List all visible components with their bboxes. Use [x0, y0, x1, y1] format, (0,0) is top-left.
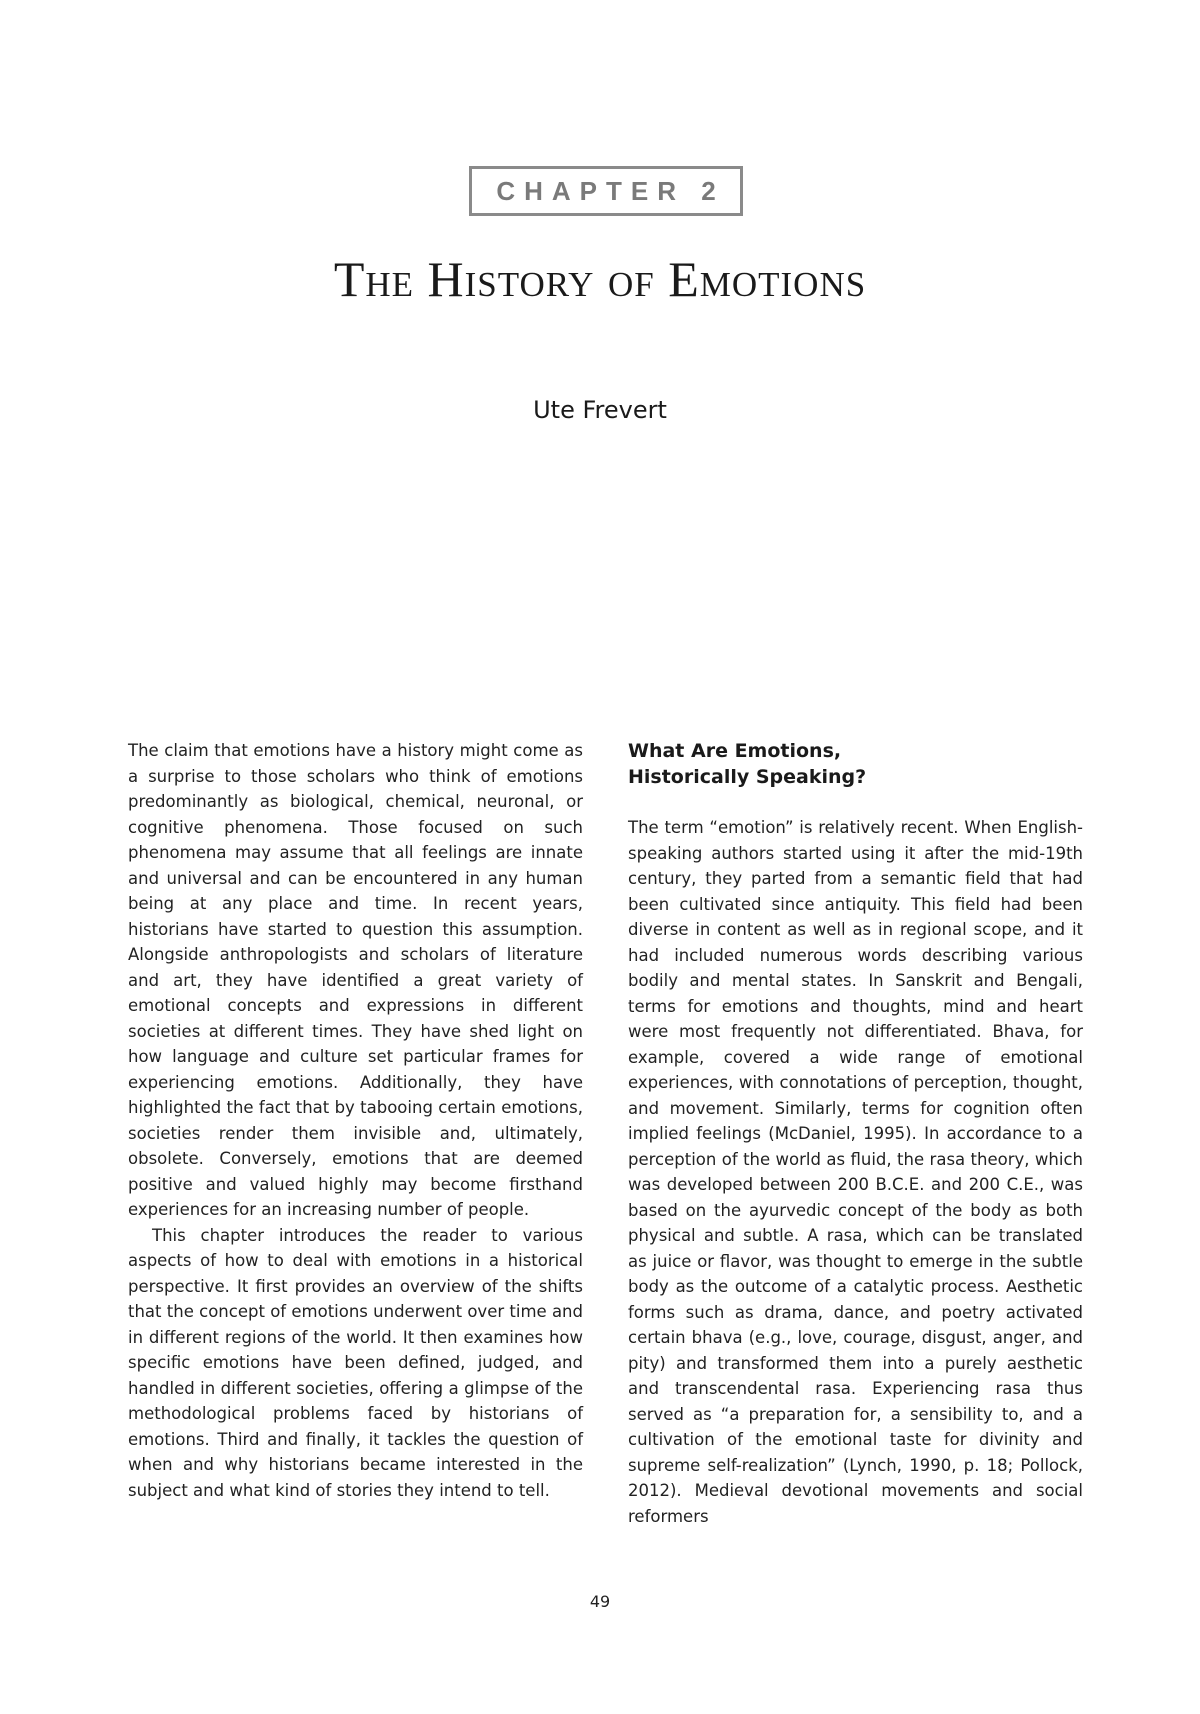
- chapter-label-box: [469, 166, 743, 216]
- page-number: 49: [589, 1592, 611, 1611]
- intro-paragraph-1: The claim that emotions have a history might come as a surprise to those scholars who think of emotions predominantly as biological, chemical, neuronal, or cognitive phenomena. Those focused on such phenomena may assume that all feelings are innate and universal and can be encountered in any human being at any place and time. In recent years, historians have started to question this assumption. Alongside anthropologists and scholars of literature and art, they have identified a great variety of emotional concepts and expressions in different societies at different times. They have shed light on how language and culture set particular frames for experiencing emotions. Additionally, they have highlighted the fact that by tabooing certain emotions, societies render them invisible and, ultimately, obsolete. Conversely, emotions that are deemed positive and valued highly may become firsthand experiences for an increasing number of people.: [128, 741, 583, 1219]
- section-heading-line-2: Historically Speaking?: [628, 766, 867, 788]
- chapter-label: CHAPTER 2: [496, 175, 725, 206]
- intro-paragraph-2: This chapter introduces the reader to various aspects of how to deal with emotions in a historical perspective. It first provides an overview of the shifts that the concept of emotions underwent over time and in different regions of the world. It then examines how specific emotions have been defined, judged, and handled in different societies, offering a glimpse of the methodological problems faced by historians of emotions. Third and finally, it tackles the question of when and why historians became interested in the subject and what kind of stories they intend to tell.: [128, 1225, 583, 1500]
- section-heading: [628, 738, 1083, 790]
- right-column: [628, 738, 1083, 1529]
- author-name: Ute Frevert: [533, 396, 667, 424]
- left-column: [128, 738, 583, 1503]
- chapter-title: The History of Emotions: [333, 251, 867, 307]
- section-paragraph: The term “emotion” is relatively recent. When English-speaking authors started using it after the mid-19th century, they parted from a semantic field that had been cultivated since antiquity. This field had been diverse in content as well as in regional scope, and it had included numerous words describing various bodily and mental states. In Sanskrit and Bengali, terms for emotions and thoughts, mind and heart were most frequently not differentiated. Bhava, for example, covered a wide range of emotional experiences, with connotations of perception, thought, and movement. Similarly, terms for cognition often implied feelings (McDaniel, 1995). In accordance to a perception of the world as fluid, the rasa theory, which was developed between 200 B.C.E. and 200 C.E., was based on the ayurvedic concept of the body as both physical and subtle. A rasa, which can be translated as juice or flavor, was thought to emerge in the subtle body as the outcome of a catalytic process. Aesthetic forms such as drama, dance, and poetry activated certain bhava (e.g., love, courage, disgust, anger, and pity) and transformed them into a purely aesthetic and transcendental rasa. Experiencing rasa thus served as “a preparation for, a sensibility to, and a cultivation of the emotional taste for divinity and supreme self-realization” (Lynch, 1990, p. 18; Pollock, 2012). Medieval devotional movements and social reformers: [628, 818, 1083, 1526]
- section-heading-line-1: What Are Emotions,: [628, 740, 842, 762]
